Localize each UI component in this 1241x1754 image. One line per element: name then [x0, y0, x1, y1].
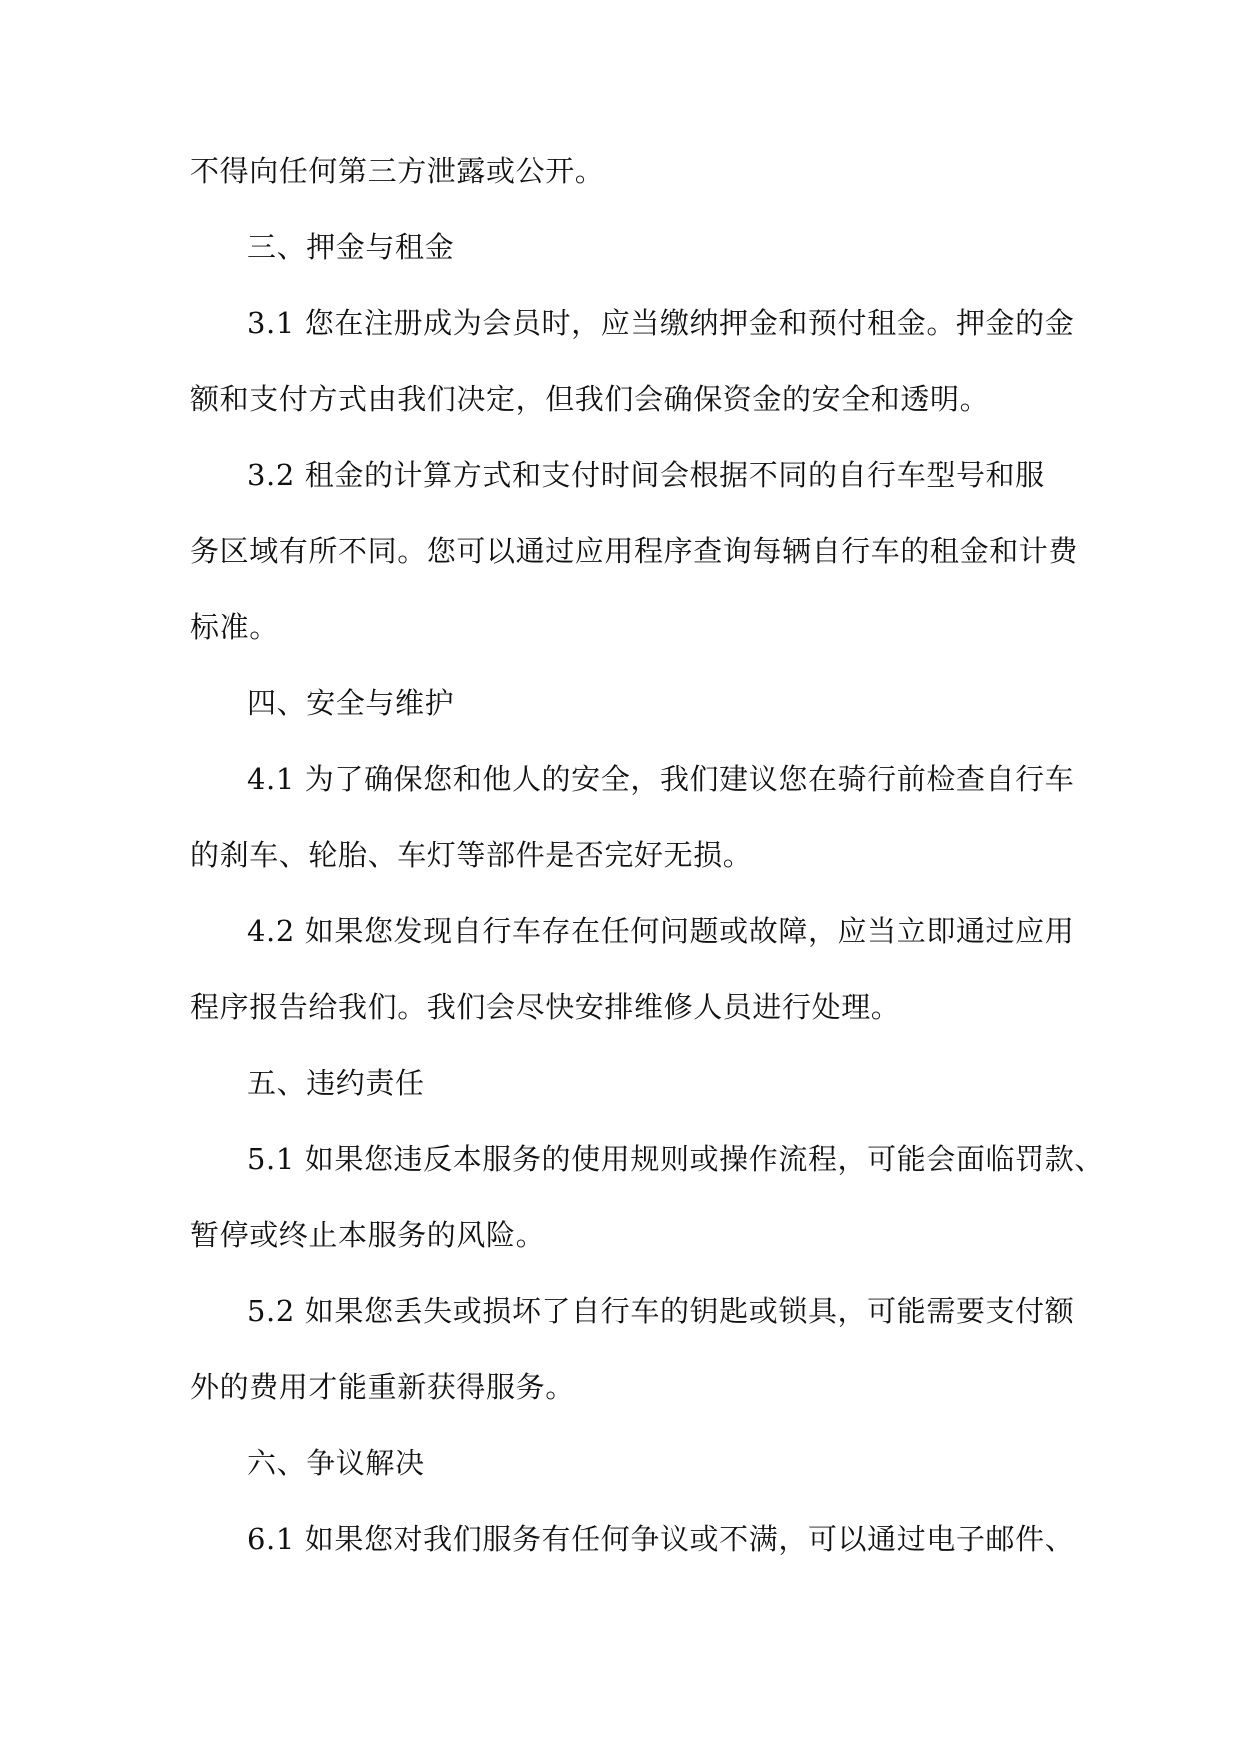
clause-5-2-line-1: 5.2 如果您丢失或损坏了自行车的钥匙或锁具，可能需要支付额 [247, 1294, 1075, 1328]
section-heading-6: 六、争议解决 [247, 1446, 425, 1480]
clause-4-2-line-1: 4.2 如果您发现自行车存在任何问题或故障，应当立即通过应用 [247, 914, 1075, 948]
clause-3-2-line-2: 务区域有所不同。您可以通过应用程序查询每辆自行车的租金和计费 [190, 534, 1079, 568]
clause-5-1-line-2: 暂停或终止本服务的风险。 [190, 1218, 546, 1252]
clause-3-2-line-1: 3.2 租金的计算方式和支付时间会根据不同的自行车型号和服 [247, 458, 1045, 492]
clause-4-2-line-2: 程序报告给我们。我们会尽快安排维修人员进行处理。 [190, 990, 901, 1024]
clause-3-2-line-3: 标准。 [190, 610, 279, 644]
section-heading-3: 三、押金与租金 [247, 230, 455, 264]
clause-4-1-line-1: 4.1 为了确保您和他人的安全，我们建议您在骑行前检查自行车 [247, 762, 1075, 796]
clause-3-1-line-1: 3.1 您在注册成为会员时，应当缴纳押金和预付租金。押金的金 [247, 306, 1075, 340]
section-heading-4: 四、安全与维护 [247, 686, 455, 720]
clause-3-1-line-2: 额和支付方式由我们决定，但我们会确保资金的安全和透明。 [190, 382, 990, 416]
clause-4-1-line-2: 的刹车、轮胎、车灯等部件是否完好无损。 [190, 838, 753, 872]
clause-5-1-line-1: 5.1 如果您违反本服务的使用规则或操作流程，可能会面临罚款、 [247, 1142, 1104, 1176]
clause-5-2-line-2: 外的费用才能重新获得服务。 [190, 1370, 575, 1404]
section-heading-5: 五、违约责任 [247, 1066, 425, 1100]
paragraph-continuation: 不得向任何第三方泄露或公开。 [190, 154, 605, 188]
clause-6-1-line-1: 6.1 如果您对我们服务有任何争议或不满，可以通过电子邮件、 [247, 1522, 1075, 1556]
